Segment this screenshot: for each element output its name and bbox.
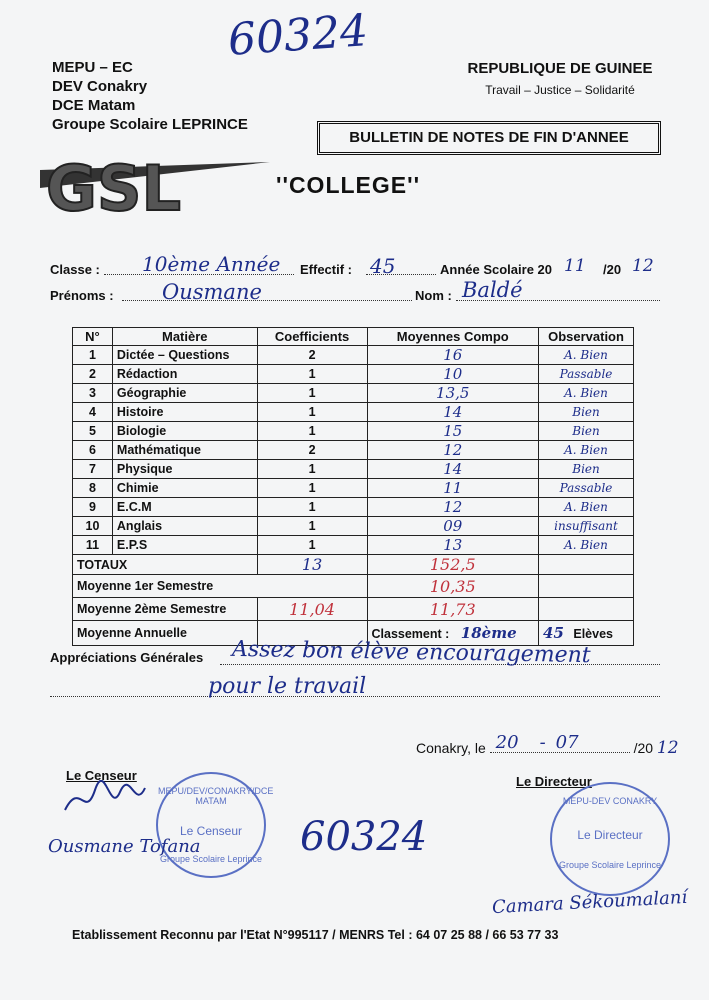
header-institution bbox=[52, 58, 248, 134]
classement-value: 18ème bbox=[460, 624, 517, 642]
annee-label: Année Scolaire 20 bbox=[440, 262, 552, 277]
table-row bbox=[73, 479, 634, 498]
row-coef: 1 bbox=[257, 498, 367, 517]
table-row bbox=[73, 441, 634, 460]
row-observation: Passable bbox=[539, 479, 634, 498]
totaux-coef: 13 bbox=[257, 555, 367, 575]
row-num: 4 bbox=[73, 403, 113, 422]
censeur-stamp: MEPU/DEV/CONAKRY/DCE MATAM Le Censeur Groupe Scolaire Leprince bbox=[156, 772, 266, 878]
bulletin-title: BULLETIN DE NOTES DE FIN D'ANNEE bbox=[317, 121, 661, 155]
row-num: 5 bbox=[73, 422, 113, 441]
row-coef: 1 bbox=[257, 422, 367, 441]
row-num: 3 bbox=[73, 384, 113, 403]
row-observation: Bien bbox=[539, 403, 634, 422]
prenoms-label: Prénoms : bbox=[50, 288, 114, 303]
date-year: 12 bbox=[656, 738, 679, 758]
row-num: 1 bbox=[73, 346, 113, 365]
annee-sep: /20 bbox=[603, 262, 622, 277]
row-num: 9 bbox=[73, 498, 113, 517]
table-row bbox=[73, 536, 634, 555]
row-num: 10 bbox=[73, 517, 113, 536]
header-line: MEPU – EC bbox=[52, 59, 133, 76]
classe-value: 10ème Année bbox=[142, 252, 281, 276]
semestre1-row bbox=[73, 575, 634, 598]
header-matiere: Matière bbox=[112, 328, 257, 346]
eleves-label: Elèves bbox=[573, 627, 613, 641]
header-republic bbox=[420, 60, 700, 97]
classe-line bbox=[50, 252, 660, 282]
row-coef: 1 bbox=[257, 403, 367, 422]
totaux-row bbox=[73, 555, 634, 575]
row-coef: 1 bbox=[257, 384, 367, 403]
table-row bbox=[73, 517, 634, 536]
row-matiere: Histoire bbox=[112, 403, 257, 422]
table-row bbox=[73, 384, 634, 403]
row-observation: Bien bbox=[539, 460, 634, 479]
row-moyenne: 12 bbox=[367, 498, 539, 517]
college-title: ''COLLEGE'' bbox=[276, 172, 421, 198]
sem1-label: Moyenne 1er Semestre bbox=[73, 575, 368, 598]
document-number-handwritten: 60324 bbox=[226, 5, 370, 66]
row-coef: 1 bbox=[257, 460, 367, 479]
row-moyenne: 14 bbox=[367, 403, 539, 422]
row-matiere: Dictée – Questions bbox=[112, 346, 257, 365]
date-day: 20 bbox=[495, 732, 519, 753]
annee-from: 11 bbox=[564, 256, 586, 276]
row-num: 2 bbox=[73, 365, 113, 384]
footer-text: Etablissement Reconnu par l'Etat N°995117 / MENRS Tel : 64 07 25 88 / 66 53 77 33 bbox=[72, 928, 559, 942]
annuelle-label: Moyenne Annuelle bbox=[73, 621, 258, 646]
row-matiere: E.P.S bbox=[112, 536, 257, 555]
row-observation: insuffisant bbox=[539, 517, 634, 536]
directeur-label: Le Directeur bbox=[516, 774, 592, 789]
grades-table bbox=[72, 327, 634, 646]
totaux-moy: 152,5 bbox=[367, 555, 539, 575]
table-row bbox=[73, 422, 634, 441]
prenoms-value: Ousmane bbox=[162, 280, 262, 304]
row-coef: 2 bbox=[257, 346, 367, 365]
row-num: 8 bbox=[73, 479, 113, 498]
classe-label: Classe : bbox=[50, 262, 100, 277]
nom-value: Baldé bbox=[462, 278, 523, 302]
date-line: Conakry, le 20 - 07 /20 12 bbox=[416, 732, 679, 758]
row-observation: Bien bbox=[539, 422, 634, 441]
sem1-value: 10,35 bbox=[367, 575, 539, 598]
row-observation: A. Bien bbox=[539, 498, 634, 517]
table-row bbox=[73, 460, 634, 479]
republic-motto: Travail – Justice – Solidarité bbox=[485, 83, 635, 97]
effectif-label: Effectif : bbox=[300, 262, 352, 277]
nom-label: Nom : bbox=[415, 288, 452, 303]
row-matiere: Chimie bbox=[112, 479, 257, 498]
table-row bbox=[73, 346, 634, 365]
appreciations-line2: pour le travail bbox=[208, 674, 367, 699]
row-coef: 1 bbox=[257, 536, 367, 555]
row-coef: 2 bbox=[257, 441, 367, 460]
row-observation: A. Bien bbox=[539, 441, 634, 460]
censeur-signature bbox=[60, 780, 150, 825]
censeur-name: Ousmane Tofana bbox=[48, 836, 201, 857]
row-moyenne: 14 bbox=[367, 460, 539, 479]
row-moyenne: 10 bbox=[367, 365, 539, 384]
logo-lettering: GSL bbox=[46, 152, 182, 225]
directeur-stamp: MEPU-DEV CONAKRY Le Directeur Groupe Scolaire Leprince bbox=[550, 782, 670, 896]
table-row bbox=[73, 365, 634, 384]
header-observation: Observation bbox=[539, 328, 634, 346]
classement-label: Classement : bbox=[371, 627, 450, 641]
header-coef: Coefficients bbox=[257, 328, 367, 346]
sem2-value-b: 11,73 bbox=[367, 598, 539, 621]
row-moyenne: 09 bbox=[367, 517, 539, 536]
row-matiere: Mathématique bbox=[112, 441, 257, 460]
effectif-value: 45 bbox=[370, 254, 396, 278]
row-matiere: E.C.M bbox=[112, 498, 257, 517]
school-logo bbox=[40, 140, 270, 225]
date-year-prefix: /20 bbox=[633, 740, 654, 756]
row-moyenne: 13 bbox=[367, 536, 539, 555]
document-number-handwritten-2: 60324 bbox=[300, 814, 428, 860]
sem2-label: Moyenne 2ème Semestre bbox=[73, 598, 258, 621]
row-observation: Passable bbox=[539, 365, 634, 384]
row-moyenne: 16 bbox=[367, 346, 539, 365]
row-matiere: Rédaction bbox=[112, 365, 257, 384]
sem2-value-a: 11,04 bbox=[257, 598, 367, 621]
header-line: Groupe Scolaire LEPRINCE bbox=[52, 116, 248, 133]
appreciations-label: Appréciations Générales bbox=[50, 650, 204, 665]
row-moyenne: 11 bbox=[367, 479, 539, 498]
row-matiere: Géographie bbox=[112, 384, 257, 403]
row-num: 6 bbox=[73, 441, 113, 460]
classement-total: 45 bbox=[543, 624, 564, 642]
row-matiere: Biologie bbox=[112, 422, 257, 441]
republic-title: REPUBLIQUE DE GUINEE bbox=[467, 60, 653, 77]
row-observation: A. Bien bbox=[539, 346, 634, 365]
directeur-name: Camara Sékoumalaní bbox=[491, 886, 688, 919]
header-num: N° bbox=[73, 328, 113, 346]
row-matiere: Anglais bbox=[112, 517, 257, 536]
row-moyenne: 15 bbox=[367, 422, 539, 441]
header-line: DEV Conakry bbox=[52, 78, 148, 95]
row-num: 11 bbox=[73, 536, 113, 555]
semestre2-row bbox=[73, 598, 634, 621]
totaux-label: TOTAUX bbox=[73, 555, 258, 575]
row-moyenne: 12 bbox=[367, 441, 539, 460]
date-place: Conakry, le bbox=[416, 740, 486, 756]
row-coef: 1 bbox=[257, 479, 367, 498]
table-row bbox=[73, 403, 634, 422]
table-header-row bbox=[73, 328, 634, 346]
row-coef: 1 bbox=[257, 365, 367, 384]
censeur-label: Le Censeur bbox=[66, 768, 137, 783]
row-matiere: Physique bbox=[112, 460, 257, 479]
row-observation: A. Bien bbox=[539, 536, 634, 555]
table-row bbox=[73, 498, 634, 517]
prenoms-line bbox=[50, 278, 660, 308]
row-num: 7 bbox=[73, 460, 113, 479]
date-month: 07 bbox=[555, 732, 579, 753]
header-line: DCE Matam bbox=[52, 97, 136, 114]
header-moyennes: Moyennes Compo bbox=[367, 328, 539, 346]
row-coef: 1 bbox=[257, 517, 367, 536]
appreciations-line1: Assez bon élève encouragement bbox=[231, 636, 591, 669]
annee-to: 12 bbox=[632, 256, 654, 276]
row-moyenne: 13,5 bbox=[367, 384, 539, 403]
row-observation: A. Bien bbox=[539, 384, 634, 403]
